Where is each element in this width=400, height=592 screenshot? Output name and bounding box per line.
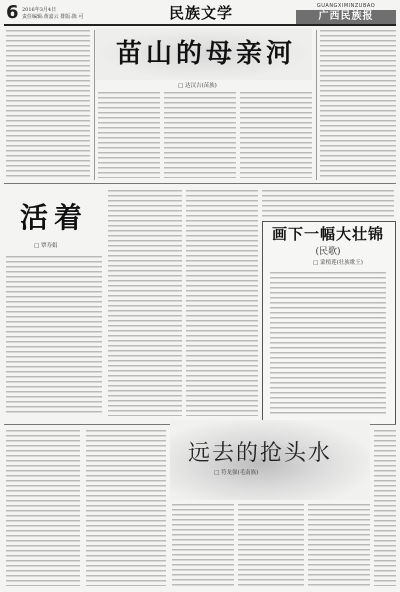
date-line: 2016年3月4日: [22, 7, 57, 13]
a2-column-2: [186, 190, 258, 416]
a1-column-2: [98, 92, 160, 178]
a2-column-left: [6, 256, 102, 416]
a4-column-right: [374, 430, 396, 586]
article-byline: □ 达汉吉(苗族): [178, 83, 217, 89]
a4-column-1: [6, 430, 80, 586]
a1-column-3: [164, 92, 236, 178]
a4-column-4: [238, 504, 304, 586]
issue-meta: [22, 7, 142, 21]
section-title: 民族文学: [168, 4, 233, 22]
a1-column-4: [240, 92, 312, 178]
column-divider: [316, 30, 317, 180]
a4-column-5: [308, 504, 370, 586]
article-headline: 活着: [20, 201, 89, 234]
editor-line: 责任编辑:黄嘉云 排版:陈 可: [22, 14, 84, 20]
article-headline: 画下一幅大壮锦: [271, 225, 384, 243]
article-byline: □ 蒙植莲(壮族歌王): [313, 260, 363, 266]
section-divider: [4, 183, 396, 184]
a2-column-1: [108, 190, 182, 416]
article-headline: 苗山的母亲河: [115, 39, 296, 69]
article-headline: 远去的抢头水: [188, 441, 333, 466]
article-subtitle: (民歌): [315, 247, 341, 257]
a4-column-2: [86, 430, 166, 586]
song-lyrics: [270, 272, 386, 416]
column-divider: [94, 30, 95, 180]
masthead-english: GUANGXIMINZUBAO: [316, 3, 376, 9]
a1-column-1: [6, 30, 90, 178]
header-rule: [4, 24, 396, 26]
a2-column-3: [262, 190, 394, 218]
article-byline: □ 覃寿娟: [34, 243, 58, 249]
article-byline: □ 符龙强(毛南族): [214, 470, 259, 476]
masthead-logo: 广西民族报: [296, 10, 396, 24]
a1-column-right: [320, 30, 396, 178]
a4-column-3: [172, 504, 234, 586]
page-number: 6: [6, 2, 19, 23]
